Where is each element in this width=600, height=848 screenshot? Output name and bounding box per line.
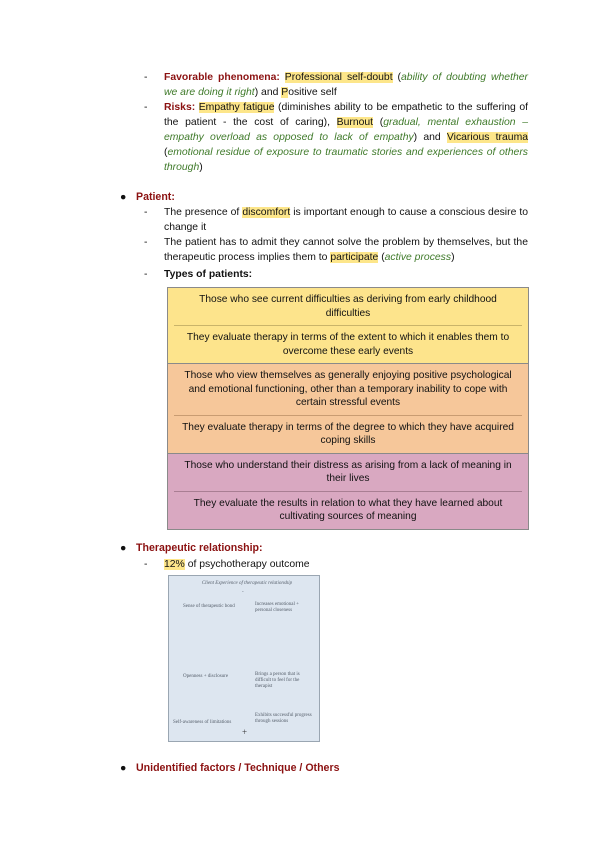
participate-pre: The patient has to admit they cannot solve the problem by themselves, but the therapeutic process implies them to [164,237,528,263]
bullet-dot: ● [120,762,127,774]
bullet-dot: ● [120,191,127,203]
patient-type-group [168,454,528,529]
patient-type-evaluation: They evaluate therapy in terms of the extent to which it enables them to overcome these early events [186,332,510,357]
diagram-title: Client Experience of therapeutic relationship [201,581,293,586]
relationship-diagram-image [168,575,320,742]
paren-close: ) [199,162,203,173]
relationship-outcome-item [144,557,528,572]
patient-type-view: Those who see current difficulties as deriving from early childhood difficulties [199,294,497,319]
discomfort-pre: The presence of [164,207,240,218]
outcome-text: of psychotherapy outcome [187,559,310,570]
patient-type-view: Those who view themselves as generally enjoying positive psychological and emotional functioning, other than a temporary inability to cope with certain stressful events [184,370,512,408]
paren: ( [381,252,385,263]
burnout-term: Burnout [336,117,374,128]
professional-self-doubt-term: Professional self-doubt [284,72,393,83]
patient-type-group [168,288,528,364]
positive-self-initial: P [281,87,289,98]
diagram-row1-left: Sense of therapeutic bond [183,604,235,609]
discomfort-term: discomfort [242,207,291,218]
diagram-row2-right: Brings a person that is difficult to feel for the therapist [255,672,300,689]
dash-marker: - [144,207,148,218]
favorable-phenomena-item [144,70,528,100]
risks-item [144,100,529,175]
participate-term: participate [330,252,379,263]
patient-types-table [167,287,529,530]
types-of-patients-item [144,267,528,282]
diagram-row2-left: Openness + disclosure [183,674,229,679]
patient-item-participate [144,235,528,265]
patient-type-evaluation: They evaluate the results in relation to what they have learned about cultivating sources of meaning [193,497,503,522]
risks-label: Risks: [164,102,196,113]
paren-close: ) [451,252,455,263]
dash-marker: - [144,559,148,570]
empathy-fatigue-term: Empathy fatigue [198,102,275,113]
burnout-close: ) and [413,132,441,143]
diagram-row1-right: Increases emotional + personal closeness [255,602,299,613]
diagram-minus: - [242,590,244,595]
outcome-percent: 12% [164,559,185,570]
paren: ( [397,72,402,83]
paren: ( [164,147,168,158]
burnout-description: gradual, mental exhaustion – empathy overload as opposed to lack of empathy [164,117,529,143]
dash-marker: - [144,237,148,248]
patient-section-heading [120,190,175,205]
bullet-dot: ● [120,542,127,554]
dash-marker: - [144,269,148,280]
favorable-description: ability of doubting whether we are doing it right [164,72,528,98]
relationship-section-heading [120,541,263,556]
dash-marker: - [144,72,148,83]
dash-marker: - [144,102,148,113]
diagram-row3-left: Self-awareness of limitations [173,720,232,725]
patient-type-group [168,364,528,454]
active-process-note: active process [384,252,452,263]
empathy-fatigue-description: (diminishes ability to be empathetic to the suffering of the patient - the cost of caring), [164,102,528,128]
favorable-label: Favorable phenomena: [164,72,280,83]
patient-type-view: Those who understand their distress as arising from a lack of meaning in their lives [184,459,512,484]
patient-heading-text: Patient: [136,191,175,203]
diagram-plus: + [242,727,248,737]
other-factors-heading-text: Unidentified factors / Technique / Others [136,762,340,774]
diagram-row3-right: Exhibits successful progress through sessions [255,713,312,724]
other-factors-heading [120,761,339,776]
types-of-patients-label: Types of patients: [164,269,253,280]
positive-self-rest: ositive self [288,87,337,98]
vicarious-trauma-term: Vicarious trauma [446,132,528,143]
patient-type-evaluation: They evaluate therapy in terms of the degree to which they have acquired coping skills [182,421,514,446]
discomfort-post: is important enough to cause a conscious desire to change it [164,207,529,233]
vicarious-trauma-description: emotional residue of exposure to traumatic stories and experiences of others through [164,147,528,173]
favorable-joiner: ) and [254,87,282,98]
relationship-heading-text: Therapeutic relationship: [136,542,263,554]
patient-item-discomfort [144,205,529,235]
paren: ( [379,117,384,128]
